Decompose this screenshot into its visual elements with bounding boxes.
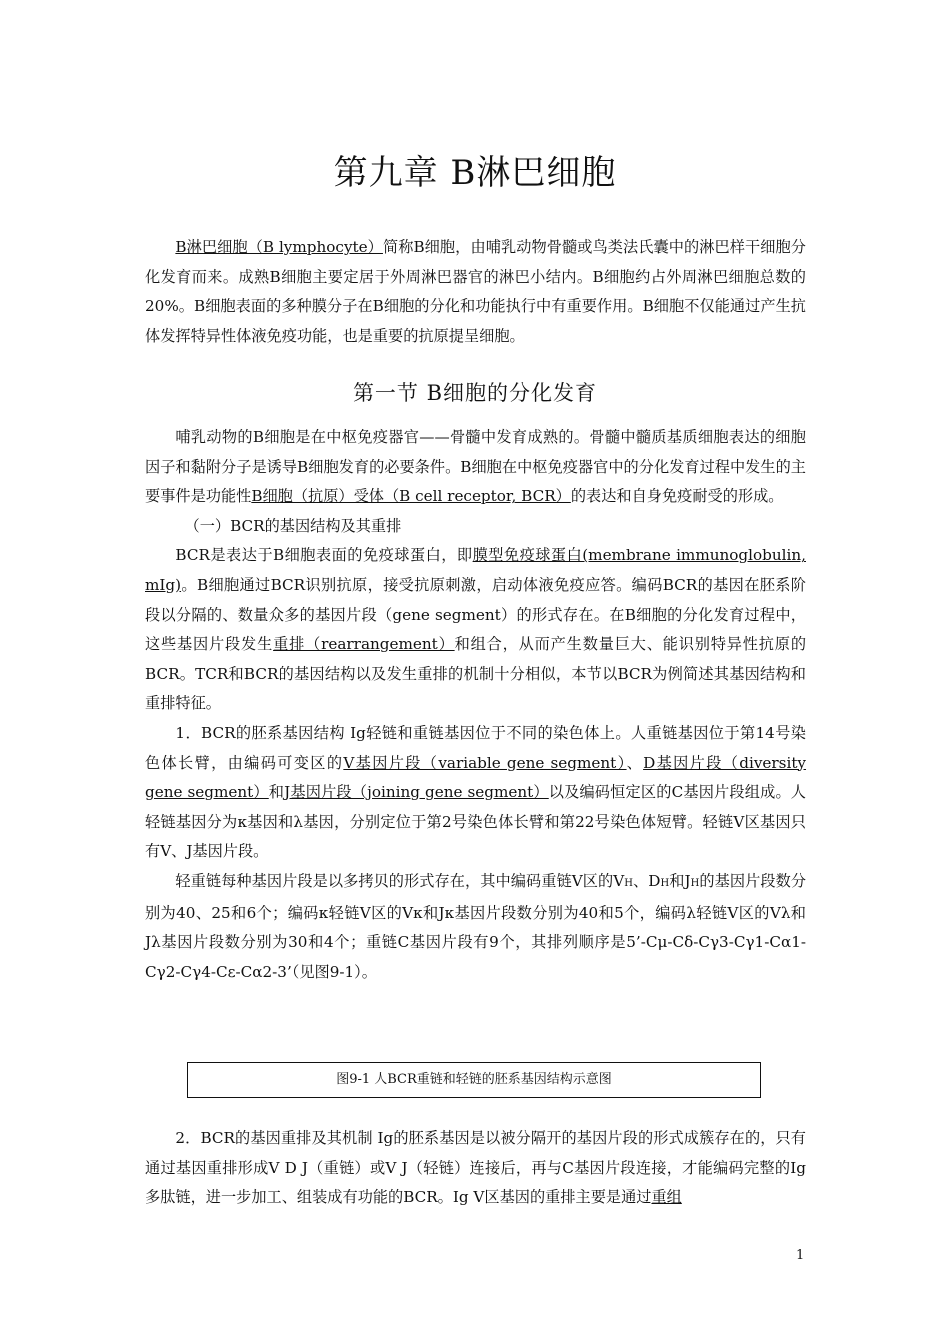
term-bcr: B细胞（抗原）受体（B cell receptor, BCR） xyxy=(251,487,571,506)
section-heading: 第一节 B细胞的分化发育 xyxy=(352,381,598,405)
p5-text-a: 2．BCR的基因重排及其机制 Ig的胚系基因是以被分隔开的基因片段的形式成簇存在的，只有通过基因重排形成V D J（重链）或V J（轻链）连接后，再与C基因片段连接，才能编码完整的Ig多肽链，进一步加工、组装成有功能的BCR。Ig V区基因的重排主要是通过 xyxy=(145,1129,806,1207)
subscript-h: H xyxy=(624,877,633,889)
term-d-segment: D基因片段（diversity gene segment） xyxy=(145,753,807,802)
subscript-h: H xyxy=(690,877,700,889)
p2-text-b: 。B细胞通过BCR识别抗原，接受抗原刺激，启动体液免疫应答。编码BCR的基因在胚系阶段以分隔的、数量众多的基因片段（gene segment）的形式存在。在B细胞的分化发育过程中，这些基因片段发生 xyxy=(145,575,806,654)
p4-sep-2: 和J xyxy=(669,871,691,890)
section-body-continued xyxy=(145,1124,806,1213)
p4-text-b: 的基因片段数分别为40、25和6个；编码κ轻链V区的Vκ和Jκ基因片段数分别为40和5个，编码λ轻链V区的Vλ和Jλ基因片段数分别为30和4个；重链C基因片段有9个，其排列顺序是5’-Cμ-Cδ-Cγ3-Cγ1-Cα1-Cγ2-Cγ4-Cε-Cα2-3’（见图9-1）。 xyxy=(145,871,807,981)
p4-text-a: 轻重链每种基因片段是以多拷贝的形式存在，其中编码重链V区的V xyxy=(175,871,625,890)
p1-text-b: 的表达和自身免疫耐受的形成。 xyxy=(570,487,784,506)
paragraph-1 xyxy=(145,423,806,512)
intro-text: 简称B细胞，由哺乳动物骨髓或鸟类法氏囊中的淋巴样干细胞分化发育而来。成熟B细胞主要定居于外周淋巴器官的淋巴小结内。B细胞约占外周淋巴细胞总数的20%。B细胞表面的多种膜分子在B细胞的分化和功能执行中有重要作用。B细胞不仅能通过产生抗体发挥特异性体液免疫功能，也是重要的抗原提呈细胞。 xyxy=(145,238,806,345)
p3-and: 和 xyxy=(268,783,285,802)
paragraph-2 xyxy=(145,541,806,719)
paragraph-4 xyxy=(145,867,806,987)
figure-caption-box xyxy=(187,1062,761,1098)
p3-text-a: 1．BCR的胚系基因结构 Ig轻链和重链基因位于不同的染色体上。人重链基因位于第14号染色体长臂，由编码可变区的 xyxy=(145,723,806,772)
p4-sep-1: 、D xyxy=(632,871,661,890)
chapter-title: 第九章 B淋巴细胞 xyxy=(333,153,617,193)
p3-text-b: 以及编码恒定区的C基因片段组成。人轻链基因分为κ基因和λ基因，分别定位于第2号染色体长臂和第22号染色体短臂。轻链V区基因只有V、J基因片段。 xyxy=(145,783,806,861)
section-body xyxy=(145,423,806,987)
term-mig: 膜型免疫球蛋白(membrane immunoglobulin, mIg) xyxy=(145,546,806,594)
page-number: 1 xyxy=(796,1248,805,1263)
p2-text-c: 和组合，从而产生数量巨大、能识别特异性抗原的BCR。TCR和BCR的基因结构以及发生重排的机制十分相似，本节以BCR为例简述其基因结构和重排特征。 xyxy=(145,635,807,713)
subscript-h: H xyxy=(660,877,670,889)
term-v-segment: V基因片段（variable gene segment） xyxy=(343,753,627,772)
term-recombination: 重组 xyxy=(651,1188,682,1207)
intro-paragraph-block xyxy=(145,233,806,351)
intro-paragraph xyxy=(145,233,806,351)
subheading-1: （一）BCR的基因结构及其重排 xyxy=(184,516,402,535)
figure-caption: 图9-1 人BCR重链和轻链的胚系基因结构示意图 xyxy=(336,1072,612,1087)
term-b-lymphocyte: B淋巴细胞（B lymphocyte） xyxy=(175,238,383,256)
term-rearrangement: 重排（rearrangement） xyxy=(273,635,455,654)
p2-text-a: BCR是表达于B细胞表面的免疫球蛋白，即 xyxy=(175,546,473,565)
p3-separator: 、 xyxy=(626,753,644,772)
p1-text-a: 哺乳动物的B细胞是在中枢免疫器官——骨髓中发育成熟的。骨髓中髓质基质细胞表达的细胞因子和黏附分子是诱导B细胞发育的必要条件。B细胞在中枢免疫器官中的分化发育过程中发生的主要事件是功能性 xyxy=(145,428,806,506)
term-j-segment: J基因片段（joining gene segment） xyxy=(284,783,549,802)
paragraph-3 xyxy=(145,719,806,867)
paragraph-5 xyxy=(145,1124,806,1213)
